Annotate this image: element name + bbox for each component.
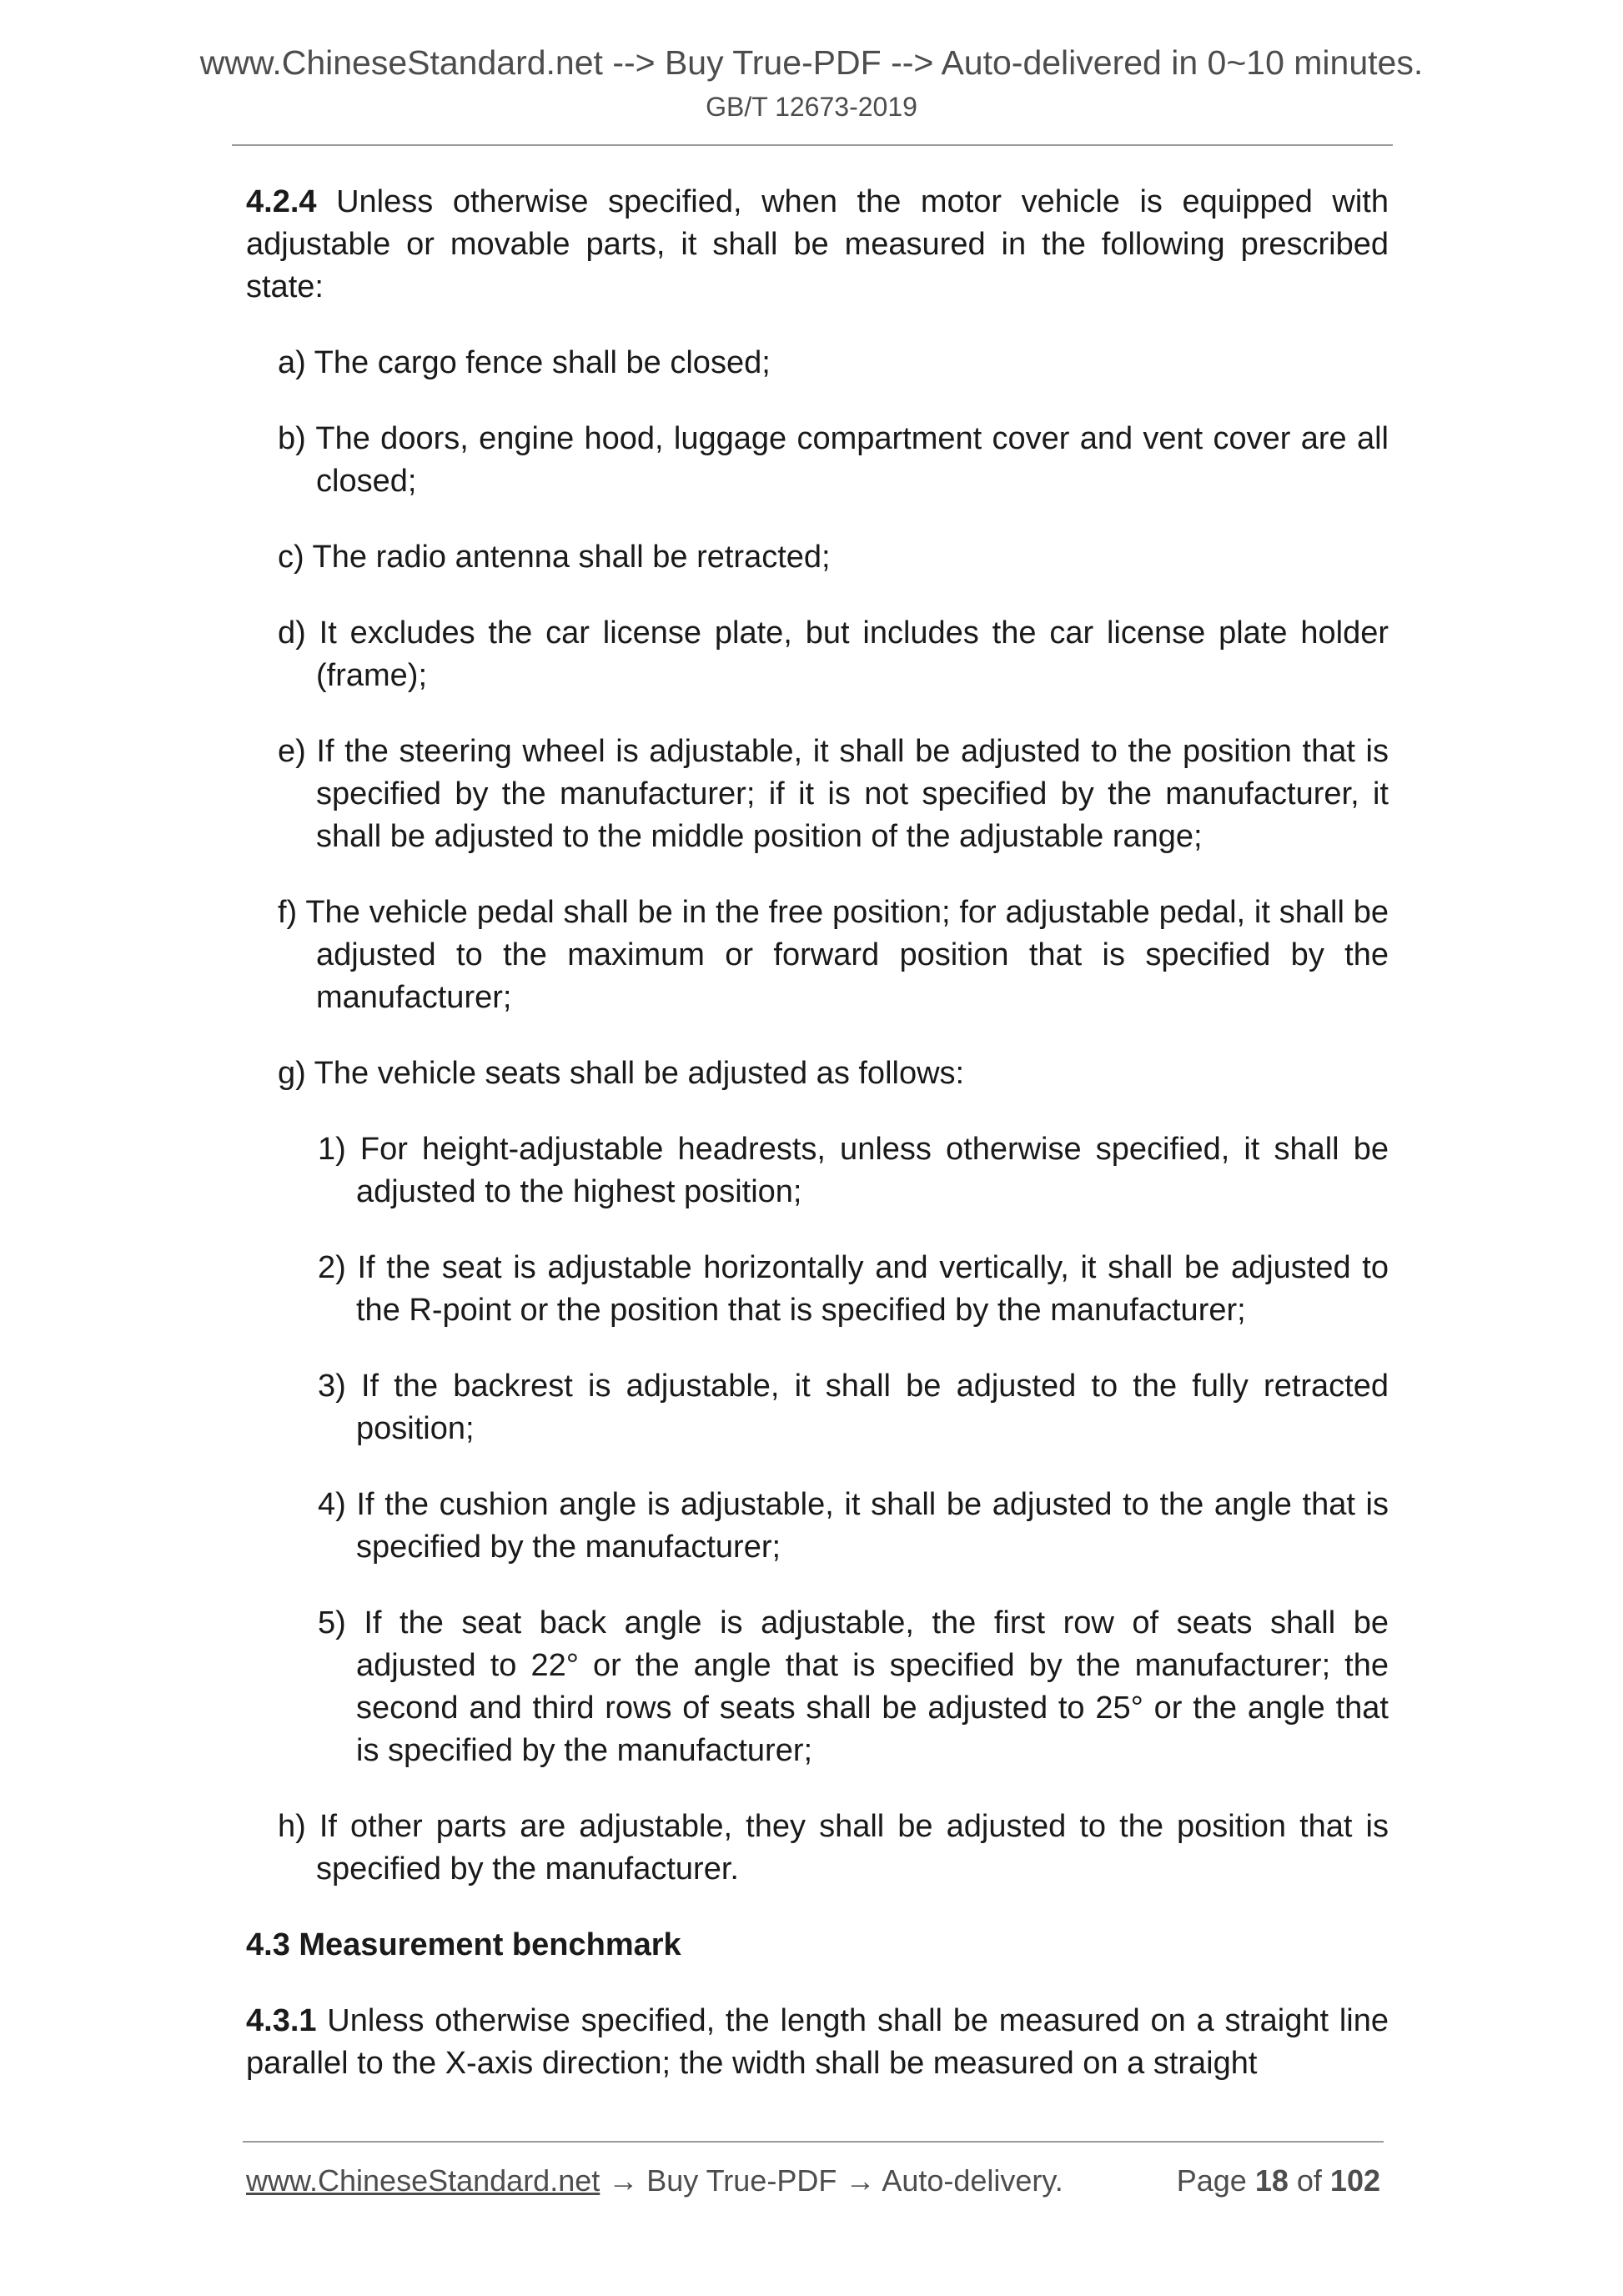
list-item-h: h) If other parts are adjustable, they shall be adjusted to the position that is specified by the manufacturer.: [278, 1809, 1389, 1887]
section-heading-4-3: 4.3 Measurement benchmark: [246, 1927, 681, 1962]
page-footer: [246, 2162, 1380, 2200]
total-pages: 102: [1329, 2163, 1380, 2198]
list-item-a: a) The cargo fence shall be closed;: [278, 345, 771, 380]
footer-website-link[interactable]: www.ChineseStandard.net: [246, 2163, 600, 2198]
page-number: 18: [1254, 2163, 1289, 2198]
sub-item-3: 3) If the backrest is adjustable, it shall be adjusted to the fully retracted position;: [318, 1369, 1389, 1446]
clause-4-2-4: [246, 181, 1389, 309]
footer-text: → Buy True-PDF → Auto-delivery.: [600, 2163, 1063, 2198]
sub-item-4: 4) If the cushion angle is adjustable, it shall be adjusted to the angle that is specified by the manufacturer;: [318, 1487, 1389, 1565]
page-counter: [1177, 2162, 1380, 2200]
header-divider: [232, 144, 1393, 146]
list-item-g: g) The vehicle seats shall be adjusted as follows:: [278, 1056, 965, 1091]
list-item-c: c) The radio antenna shall be retracted;: [278, 540, 831, 575]
sub-item-2: 2) If the seat is adjustable horizontally and vertically, it shall be adjusted to the R-point or the position that is specified by the manufacturer;: [318, 1250, 1389, 1328]
document-id: GB/T 12673-2019: [706, 92, 917, 122]
footer-divider: [243, 2141, 1384, 2143]
list-item-f: f) The vehicle pedal shall be in the free position; for adjustable pedal, it shall be adjusted to the maximum or forward position that is specified by the manufacturer;: [278, 895, 1389, 1015]
page-label: Page: [1176, 2163, 1247, 2198]
clause-number: 4.3.1: [246, 2003, 317, 2038]
clause-text: Unless otherwise specified, when the motor vehicle is equipped with adjustable or movable parts, it shall be measured in the following prescribed state:: [246, 184, 1389, 304]
clause-4-3-1: [246, 2000, 1389, 2085]
list-item-d: d) It excludes the car license plate, but includes the car license plate holder (frame);: [278, 615, 1389, 693]
clause-text: Unless otherwise specified, the length shall be measured on a straight line parallel to the X-axis direction; the width shall be measured on a straight: [246, 2003, 1389, 2081]
header-banner: www.ChineseStandard.net --> Buy True-PDF --> Auto-delivered in 0~10 minutes.: [199, 43, 1424, 82]
of-label: of: [1296, 2163, 1322, 2198]
list-item-e: e) If the steering wheel is adjustable, it shall be adjusted to the position that is specified by the manufacturer; if it is not specified by the manufacturer, it shall be adjusted to the middle position of the adjustable range;: [278, 734, 1389, 854]
page-content: [246, 181, 1389, 2085]
sub-item-5: 5) If the seat back angle is adjustable, the first row of seats shall be adjusted to 22° or the angle that is specified by the manufacturer; the second and third rows of seats shall be adjusted to 25° or the angle that is specified by the manufacturer;: [318, 1605, 1389, 1768]
list-item-b: b) The doors, engine hood, luggage compartment cover and vent cover are all closed;: [278, 421, 1389, 499]
clause-number: 4.2.4: [246, 184, 317, 219]
sub-item-1: 1) For height-adjustable headrests, unless otherwise specified, it shall be adjusted to the highest position;: [318, 1132, 1389, 1209]
